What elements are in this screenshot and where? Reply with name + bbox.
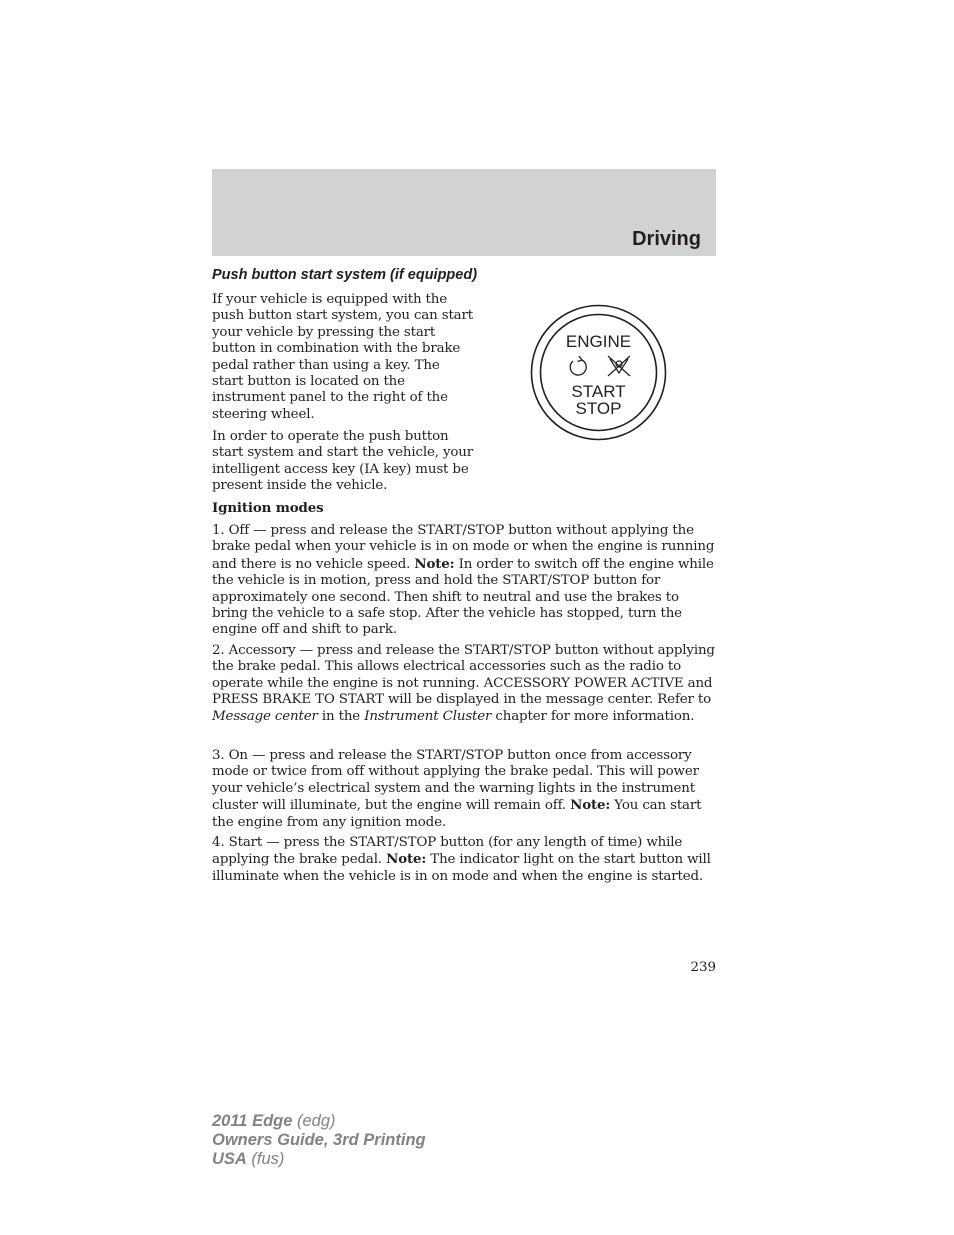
subheading: Push button start system (if equipped) xyxy=(212,267,478,283)
intro-paragraph: In order to operate the push button start system and start the vehicle, your intelligent access key (IA key) must be present inside the vehicle. xyxy=(212,429,474,494)
engine-label: ENGINE xyxy=(565,332,632,351)
ignition-modes-heading: Ignition modes xyxy=(212,500,324,516)
footer-guide: Owners Guide, 3rd Printing xyxy=(212,1131,426,1149)
note-label: Note: xyxy=(386,851,427,868)
mode-text: 3. On — press and release the START/STOP button once from accessory mode or twice from off without applying the brake pedal. This will power your vehicle’s electrical system and the warning lights in the instrument cluster will illuminate, but the engine will remain off. xyxy=(212,748,699,814)
mode-paragraph-accessory xyxy=(212,643,717,725)
note-label: Note: xyxy=(414,555,455,572)
mode-text: 1. Off — press and release the START/STOP button without applying the brake pedal when your vehicle is in on mode or when the engine is running and there is no vehicle speed. xyxy=(212,523,715,572)
cross-reference: Message center xyxy=(212,708,318,724)
footer-model: 2011 Edge xyxy=(212,1112,293,1130)
footer-region: USA xyxy=(212,1150,247,1168)
mode-paragraph-start xyxy=(212,835,717,885)
mode-text: The indicator light on the start button will illuminate when the vehicle is in on mode and when the engine is started. xyxy=(212,852,711,884)
mode-paragraph-on xyxy=(212,748,717,831)
mode-text: You can start the engine from any ignition mode. xyxy=(212,798,702,830)
section-title: Driving xyxy=(632,228,701,250)
section-header-band xyxy=(212,169,716,256)
footer-region-code: (fus) xyxy=(246,1150,285,1168)
mode-text: 2. Accessory — press and release the START/STOP button without applying the brake pedal. This allows electrical accessories such as the radio to operate while the engine is not running. ACCESSORY POWER ACTIVE and PRESS BRAKE TO START will be displayed in the message center. Refer to xyxy=(212,643,715,708)
mode-text: 4. Start — press the START/STOP button (for any length of time) while applying the brake pedal. xyxy=(212,835,683,868)
page-number: 239 xyxy=(690,960,716,975)
mode-text: In order to switch off the engine while the vehicle is in motion, press and hold the START/STOP button for approximately one second. Then shift to neutral and use the brakes to bring the vehicle to a safe stop. After the vehicle has stopped, turn the engine off and shift to park. xyxy=(212,556,714,638)
footer-model-code: (edg) xyxy=(292,1112,336,1130)
intro-paragraph: If your vehicle is equipped with the push button start system, you can start your vehicle by pressing the start button in combination with the brake pedal rather than using a key. The start button is located on the instrument panel to the right of the steering wheel. xyxy=(212,292,473,422)
cross-reference: Instrument Cluster xyxy=(364,708,492,724)
start-button-icon xyxy=(530,304,667,441)
footer xyxy=(212,1112,426,1169)
mode-paragraph-off xyxy=(212,523,717,639)
engine-start-stop-button-illustration xyxy=(530,304,667,441)
mode-text: chapter for more information. xyxy=(491,708,695,724)
mode-text: in the xyxy=(317,708,365,724)
start-label: START xyxy=(571,382,626,401)
stop-label: STOP xyxy=(575,399,622,418)
note-label: Note: xyxy=(570,797,611,814)
